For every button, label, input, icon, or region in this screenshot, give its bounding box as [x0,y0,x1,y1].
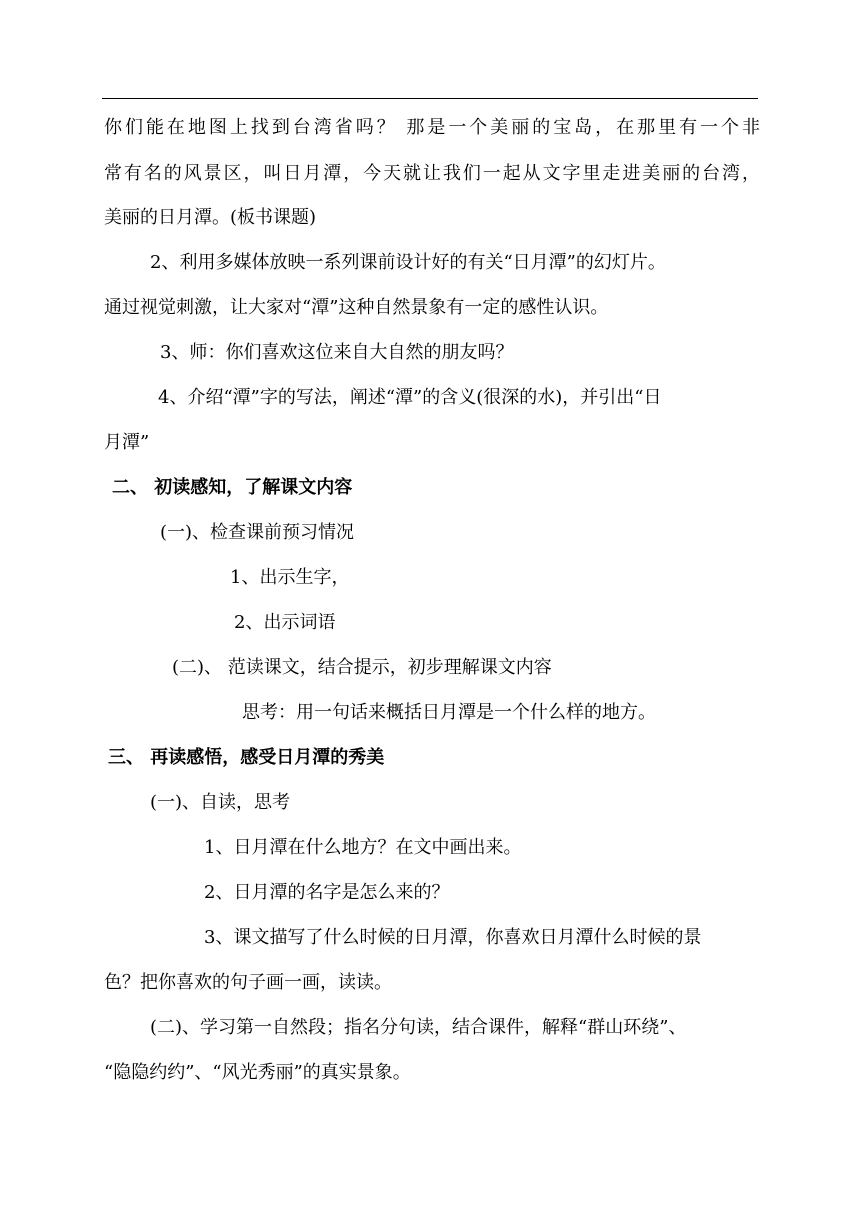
step-2-line-1: 2、利用多媒体放映一系列课前设计好的有关“日月潭”的幻灯片。 [150,252,666,273]
step-3-line: 3、师：你们喜欢这位来自大自然的朋友吗？ [160,342,514,363]
section-3-part-1: (一)、自读，思考 [150,792,291,813]
intro-line-1: 你们能在地图上找到台湾省吗？ 那是一个美丽的宝岛，在那里有一个非 [104,117,760,138]
step-4-line-2: 月潭” [104,432,150,453]
section-2-part-2: (二)、 范读课文，结合提示，初步理解课文内容 [172,657,552,678]
section-3-question-3-line-2: 色？把你喜欢的句子画一画，读读。 [104,972,392,993]
section-2-item-1: 1、出示生字， [230,567,350,588]
section-3-part-2-line-1: (二)、学习第一自然段；指名分句读，结合课件，解释“群山环绕”、 [150,1017,687,1038]
section-3-part-2-line-2: “隐隐约约”、“风光秀丽”的真实景象。 [104,1062,411,1083]
section-2-heading: 二、 初读感知，了解课文内容 [112,477,353,498]
intro-line-3: 美丽的日月潭。(板书课题) [104,207,317,228]
section-2-part-1: (一)、检查课前预习情况 [160,522,355,543]
section-3-question-2: 2、日月潭的名字是怎么来的？ [204,882,450,903]
section-3-question-1: 1、日月潭在什么地方？在文中画出来。 [204,837,522,858]
step-4-line-1: 4、介绍“潭”字的写法，阐述“潭”的含义(很深的水)，并引出“日 [158,387,662,408]
section-3-heading: 三、 再读感悟，感受日月潭的秀美 [108,747,385,768]
header-rule [102,98,758,99]
section-2-item-2: 2、出示词语 [234,612,336,633]
section-2-thinking: 思考：用一句话来概括日月潭是一个什么样的地方。 [242,702,656,723]
step-2-line-2: 通过视觉刺激，让大家对“潭”这种自然景象有一定的感性认识。 [104,297,609,318]
section-3-question-3-line-1: 3、课文描写了什么时候的日月潭，你喜欢日月潭什么时候的景 [204,927,702,948]
intro-line-2: 常有名的风景区，叫日月潭，今天就让我们一起从文字里走进美丽的台湾， [104,163,760,184]
